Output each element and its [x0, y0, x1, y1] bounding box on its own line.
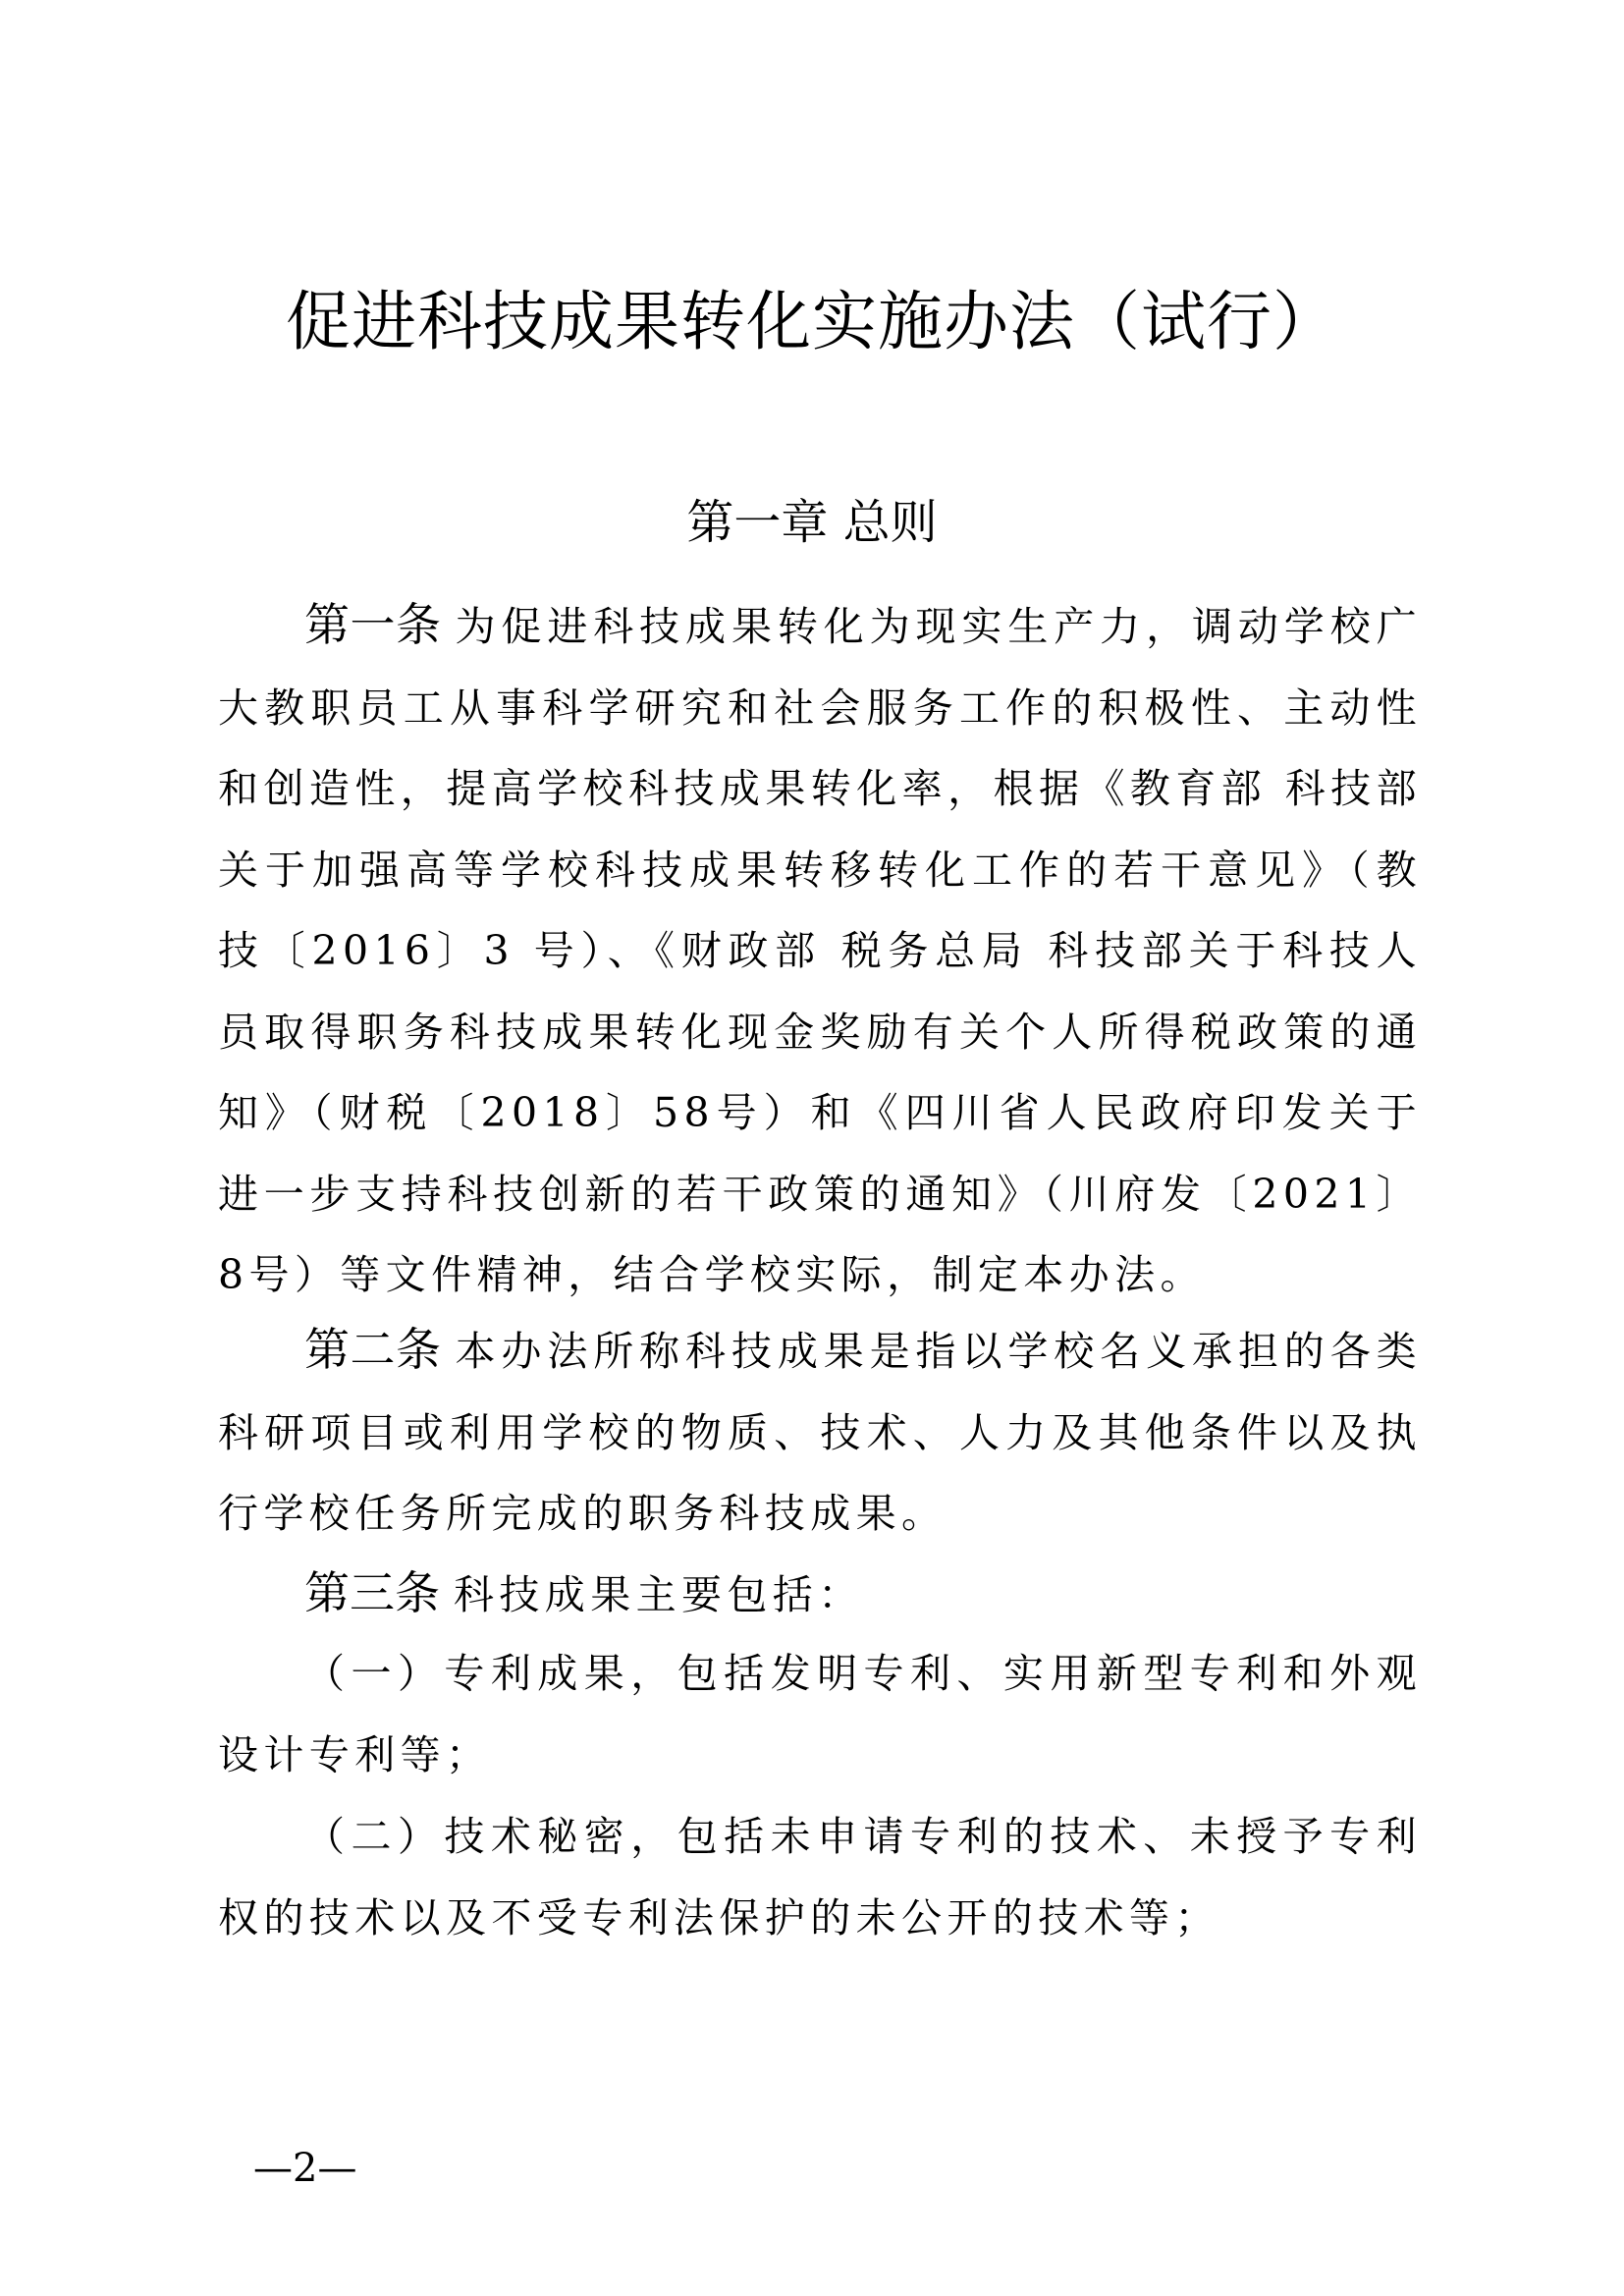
article-3-label: 第三条	[304, 1566, 440, 1619]
chapter-heading: 第一章 总则	[686, 495, 938, 550]
article-1-text: 为促进科技成果转化为现实生产力，调动学校广大教职员工从事科学研究和社会服务工作的积极性、主动性和创造性，提高学校科技成果转化率，根据《教育部 科技部关于加强高等学校科技成果转移转化工作的若干意见》（教技〔2016〕3 号）、《财政部 税务总局 科技部关于科技人员取得职务科技成果转化现金奖励有关个人所得税政策的通知》（财税〔2018〕58号）和《四川省人民政府印发关于进一步支持科技创新的若干政策的通知》（川府发〔2021〕8号）等文件精神，结合学校实际，制定本办法。	[218, 603, 1422, 1298]
article-2-label: 第二条	[304, 1323, 442, 1376]
article-1	[218, 584, 1422, 1316]
article-3-text: 科技成果主要包括：	[454, 1571, 864, 1618]
list-item-2-text: （二）技术秘密，包括未申请专利的技术、未授予专利权的技术以及不受专利法保护的未公开的技术等；	[218, 1813, 1422, 1941]
list-item-2	[218, 1796, 1422, 1958]
article-3	[218, 1553, 1422, 1636]
list-item-1-text: （一）专利成果，包括发明专利、实用新型专利和外观设计专利等；	[218, 1650, 1422, 1778]
article-1-label: 第一条	[304, 598, 442, 651]
page-number: —2—	[253, 2146, 357, 2191]
document-title: 促进科技成果转化实施办法（试行）	[286, 284, 1338, 359]
article-2-text: 本办法所称科技成果是指以学校名义承担的各类科研项目或利用学校的物质、技术、人力及其他条件以及执行学校任务所完成的职务科技成果。	[218, 1328, 1422, 1537]
article-2	[218, 1309, 1422, 1555]
list-item-1	[218, 1633, 1422, 1795]
